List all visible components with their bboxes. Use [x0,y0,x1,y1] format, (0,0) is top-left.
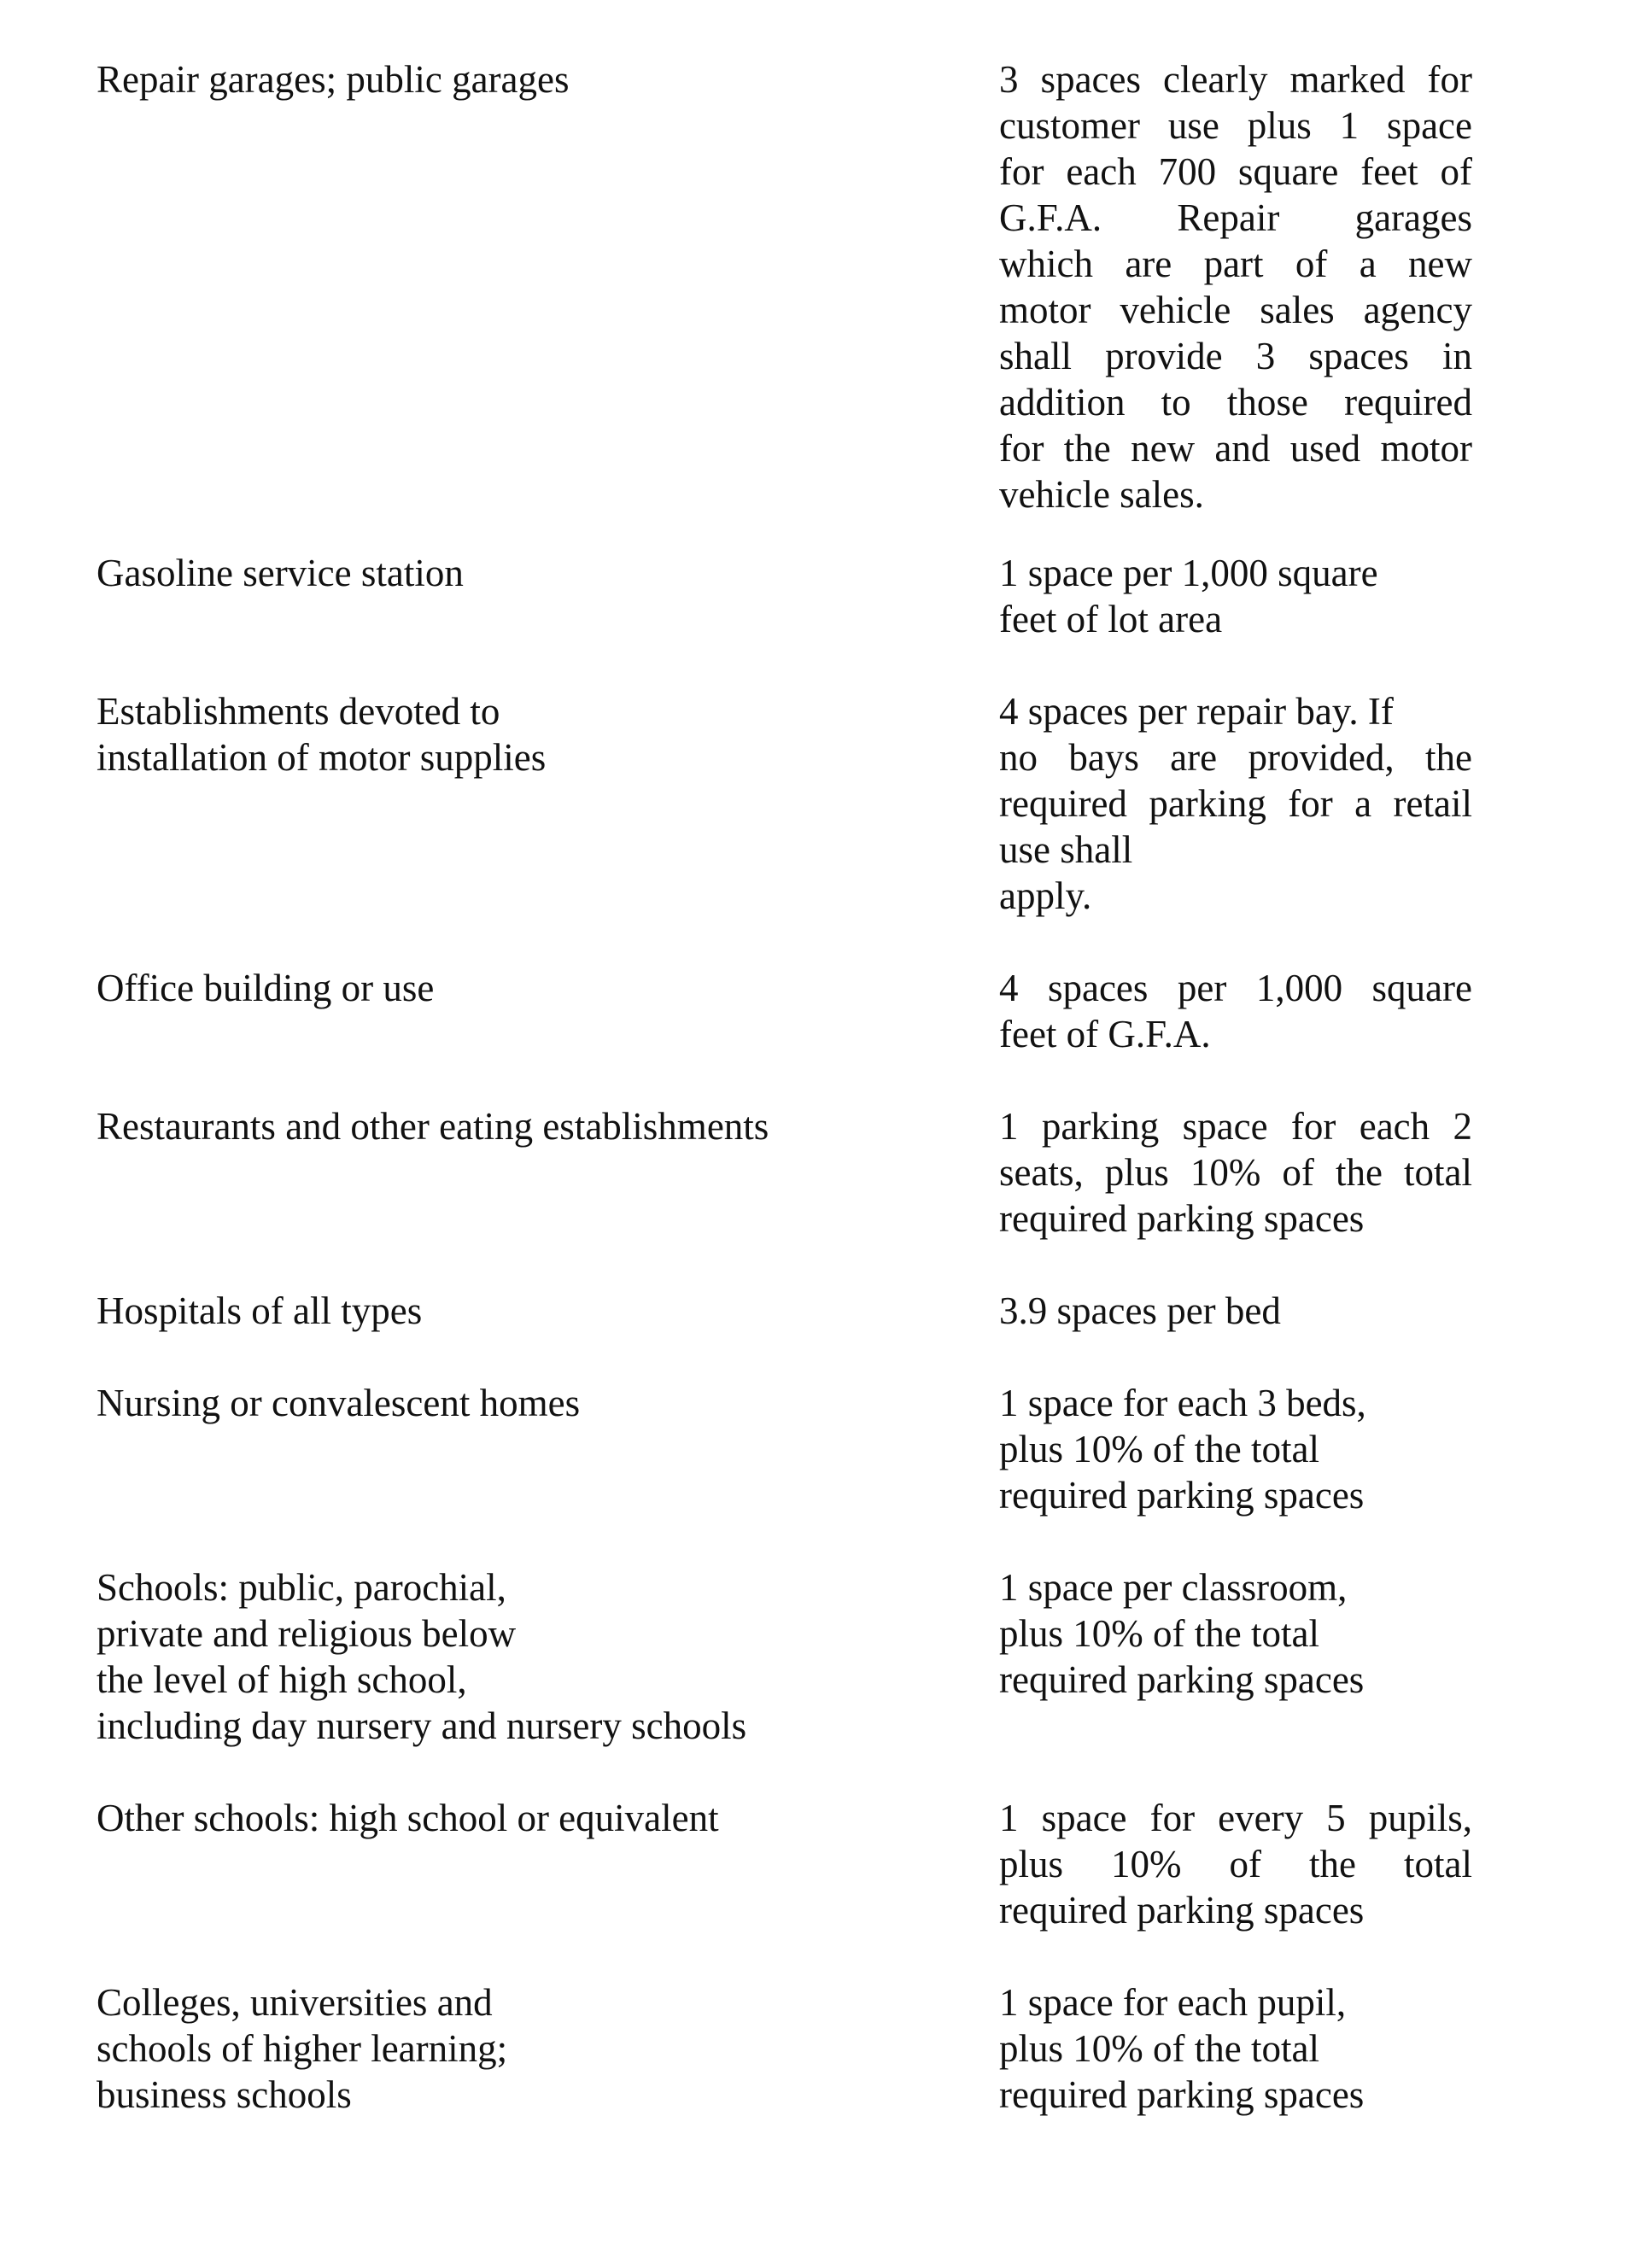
parking-requirement [999,550,1472,642]
requirement-line: 1 space for every 5 pupils, [999,1797,1472,1839]
requirement-line: for the new and used motor [999,427,1472,470]
parking-requirement [999,1564,1472,1703]
requirement-line: which are part of a new [999,243,1472,285]
parking-requirement [999,688,1472,919]
requirement-line: G.F.A. Repair garages [999,196,1472,239]
requirement-line: 1 parking space for each 2 [999,1105,1472,1148]
requirement-line: 1 space per classroom, [999,1566,1348,1609]
use-type: Other schools: high school or equivalent [96,1797,719,1839]
requirement-line: required parking spaces [999,1658,1365,1701]
requirement-line: feet of lot area [999,598,1223,640]
requirement-line: 1 space per 1,000 square [999,552,1378,594]
requirement-line: 4 spaces per repair bay. If [999,690,1394,733]
requirement-line: 1 space for each 3 beds, [999,1382,1366,1424]
requirement-line: required parking for a retail [999,782,1472,825]
requirement-line: plus 10% of the total [999,1843,1472,1885]
requirement-line: shall provide 3 spaces in [999,335,1472,377]
parking-requirement [999,1288,1472,1334]
requirement-line: required parking spaces [999,2073,1365,2116]
requirement-line: 1 space for each pupil, [999,1981,1347,2024]
requirement-line: use shall [999,828,1133,871]
requirement-line: 3 spaces clearly marked for [999,58,1472,101]
requirement-line: customer use plus 1 space [999,104,1472,147]
parking-requirement [999,1103,1472,1242]
use-type: Establishments devoted to installation of motor supplies [96,690,547,779]
parking-requirement [999,1795,1472,1933]
use-type: Gasoline service station [96,552,464,594]
parking-requirement [999,965,1472,1057]
requirement-line: for each 700 square feet of [999,150,1472,193]
requirement-line: plus 10% of the total [999,1612,1319,1655]
requirement-line: feet of G.F.A. [999,1013,1211,1055]
use-type: Schools: public, parochial, private and religious below the level of high school, including day nursery and nursery schools [96,1566,747,1747]
use-type: Office building or use [96,967,435,1009]
requirement-line: plus 10% of the total [999,1428,1319,1470]
requirement-line: required parking spaces [999,1197,1365,1240]
requirement-line: motor vehicle sales agency [999,289,1472,331]
use-type: Colleges, universities and schools of higher learning; business schools [96,1981,508,2116]
parking-requirement [999,1979,1472,2118]
requirement-line: apply. [999,874,1092,917]
use-type: Repair garages; public garages [96,58,570,101]
use-type: Hospitals of all types [96,1289,423,1332]
requirement-line: required parking spaces [999,1474,1365,1517]
use-type: Restaurants and other eating establishments [96,1105,769,1148]
parking-requirement [999,1380,1472,1518]
requirement-line: 4 spaces per 1,000 square [999,967,1472,1009]
parking-requirement [999,56,1472,517]
requirement-line: plus 10% of the total [999,2027,1319,2070]
requirement-line: seats, plus 10% of the total [999,1151,1472,1194]
requirement-line: vehicle sales. [999,473,1204,516]
requirement-line: required parking spaces [999,1889,1365,1932]
requirement-line: no bays are provided, the [999,736,1472,779]
use-type: Nursing or convalescent homes [96,1382,581,1424]
requirement-line: 3.9 spaces per bed [999,1289,1281,1332]
requirement-line: addition to those required [999,381,1472,424]
